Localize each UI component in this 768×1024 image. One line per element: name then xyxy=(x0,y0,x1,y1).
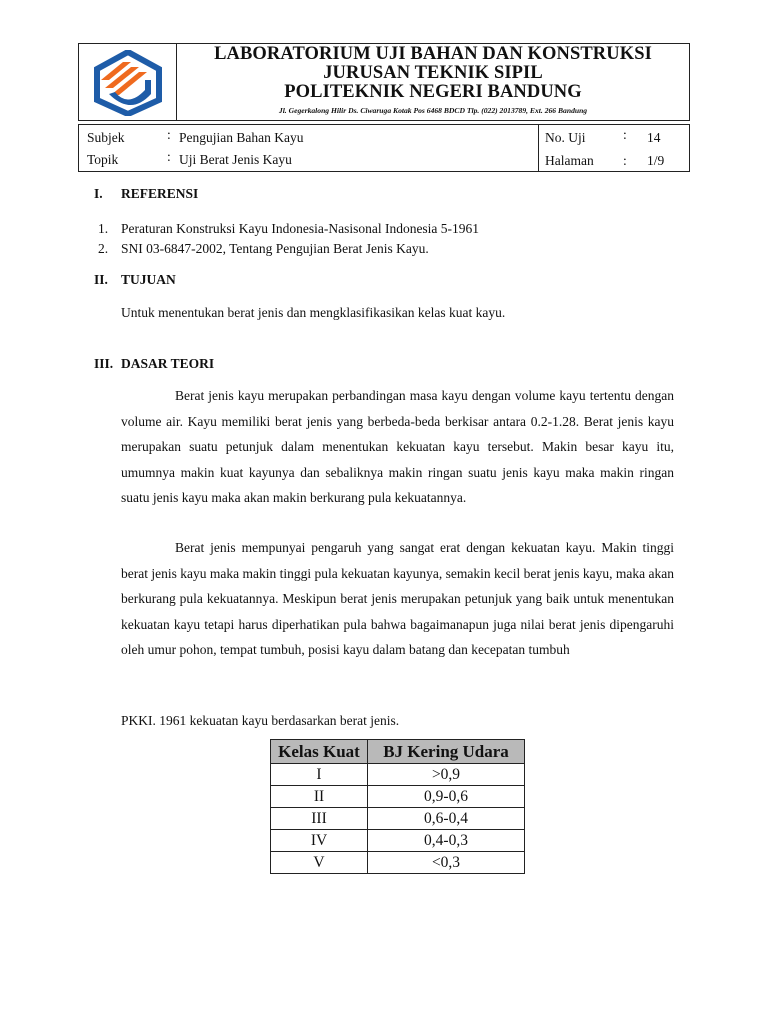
table-row xyxy=(271,830,525,852)
theory-paragraph-2 xyxy=(121,535,674,663)
no-uji-value: 14 xyxy=(647,130,661,145)
bj-cell: 0,9-0,6 xyxy=(368,786,525,808)
info-box xyxy=(78,124,690,172)
section-number: I. xyxy=(94,186,103,201)
reference-number-1: 1. xyxy=(98,221,109,236)
reference-number-2: 2. xyxy=(98,241,109,256)
topik-value: Uji Berat Jenis Kayu xyxy=(179,152,292,167)
no-uji-label: No. Uji xyxy=(545,130,586,145)
bj-cell: <0,3 xyxy=(368,852,525,874)
section-number: II. xyxy=(94,272,108,287)
lab-name: LABORATORIUM UJI BAHAN DAN KONSTRUKSI xyxy=(214,44,652,64)
kelas-cell: II xyxy=(271,786,368,808)
section-title: TUJUAN xyxy=(121,272,176,287)
halaman-label: Halaman xyxy=(545,153,594,168)
table-row xyxy=(271,764,525,786)
section-heading-tujuan xyxy=(94,272,176,288)
reference-item-1: Peraturan Konstruksi Kayu Indonesia-Nasisonal Indonesia 5-1961 xyxy=(121,221,480,236)
section-title: REFERENSI xyxy=(121,186,199,201)
topik-label: Topik xyxy=(87,152,119,167)
section-title: DASAR TEORI xyxy=(121,356,215,371)
kelas-cell: IV xyxy=(271,830,368,852)
address: Jl. Gegerkalong Hilir Ds. Ciwaruga Kotak Pos 6468 BDCD Tlp. (022) 2013789, Ext. 266 Bandung xyxy=(278,106,588,115)
section-heading-dasar-teori xyxy=(94,356,214,372)
kelas-cell: III xyxy=(271,808,368,830)
logo-cell xyxy=(79,44,177,120)
info-divider xyxy=(538,125,539,171)
halaman-value: 1/9 xyxy=(647,153,665,168)
table-row xyxy=(271,808,525,830)
bj-cell: >0,9 xyxy=(368,764,525,786)
kelas-cell: I xyxy=(271,764,368,786)
theory-paragraph-2-text: Berat jenis mempunyai pengaruh yang sangat erat dengan kekuatan kayu. Makin tinggi berat jenis kayu maka makin tinggi pula kekuatan kayunya, semakin kecil berat jenis kayu, maka akan berkurang pula kekuatannya. Meskipun berat jenis merupakan petunjuk yang baik untuk menentukan kekuatan kayu tetapi harus diperhatikan pula bahwa bagaimanapun juga nilai berat jenis dipengaruhi oleh umur pohon, tempat tumbuh, posisi kayu dalam batang dan kecepatan tumbuh xyxy=(121,540,674,658)
bj-cell: 0,6-0,4 xyxy=(368,808,525,830)
department-name: JURUSAN TEKNIK SIPIL xyxy=(323,63,543,83)
polban-logo-icon xyxy=(93,50,163,116)
kelas-cell: V xyxy=(271,852,368,874)
column-header-bj-kering-udara: BJ Kering Udara xyxy=(368,740,525,764)
column-header-kelas-kuat: Kelas Kuat xyxy=(271,740,368,764)
subjek-value: Pengujian Bahan Kayu xyxy=(179,130,304,145)
no-uji-colon: : xyxy=(623,127,627,142)
subjek-label: Subjek xyxy=(87,130,125,145)
letterhead-title xyxy=(177,44,689,120)
theory-paragraph-1 xyxy=(121,383,674,511)
letterhead xyxy=(78,43,690,121)
table-row xyxy=(271,852,525,874)
subjek-colon: : xyxy=(167,127,171,142)
institution-name: POLITEKNIK NEGERI BANDUNG xyxy=(284,82,582,102)
theory-paragraph-1-text: Berat jenis kayu merupakan perbandingan masa kayu dengan volume kayu tertentu dengan volume air. Kayu memiliki berat jenis yang berbeda-beda berkisar antara 0.2-1.28. Berat jenis kayu merupakan suatu petunjuk dalam menentukan kekuatan kayu tersebut. Makin besar kayu itu, umumnya makin kuat kayunya dan sebaliknya makin ringan suatu jenis kayu maka makin ringan suatu jenis kayu maka akan makin berkurang pula kekuatannya. xyxy=(121,388,674,506)
table-header-row xyxy=(271,740,525,764)
tujuan-text: Untuk menentukan berat jenis dan mengklasifikasikan kelas kuat kayu. xyxy=(121,305,506,320)
topik-colon: : xyxy=(167,149,171,164)
bj-cell: 0,4-0,3 xyxy=(368,830,525,852)
kelas-kuat-table xyxy=(270,739,525,874)
table-row xyxy=(271,786,525,808)
halaman-colon: : xyxy=(623,153,627,168)
reference-item-2: SNI 03-6847-2002, Tentang Pengujian Berat Jenis Kayu. xyxy=(121,241,429,256)
pkki-note: PKKI. 1961 kekuatan kayu berdasarkan berat jenis. xyxy=(121,713,400,728)
section-heading-referensi xyxy=(94,186,198,202)
section-number: III. xyxy=(94,356,114,371)
